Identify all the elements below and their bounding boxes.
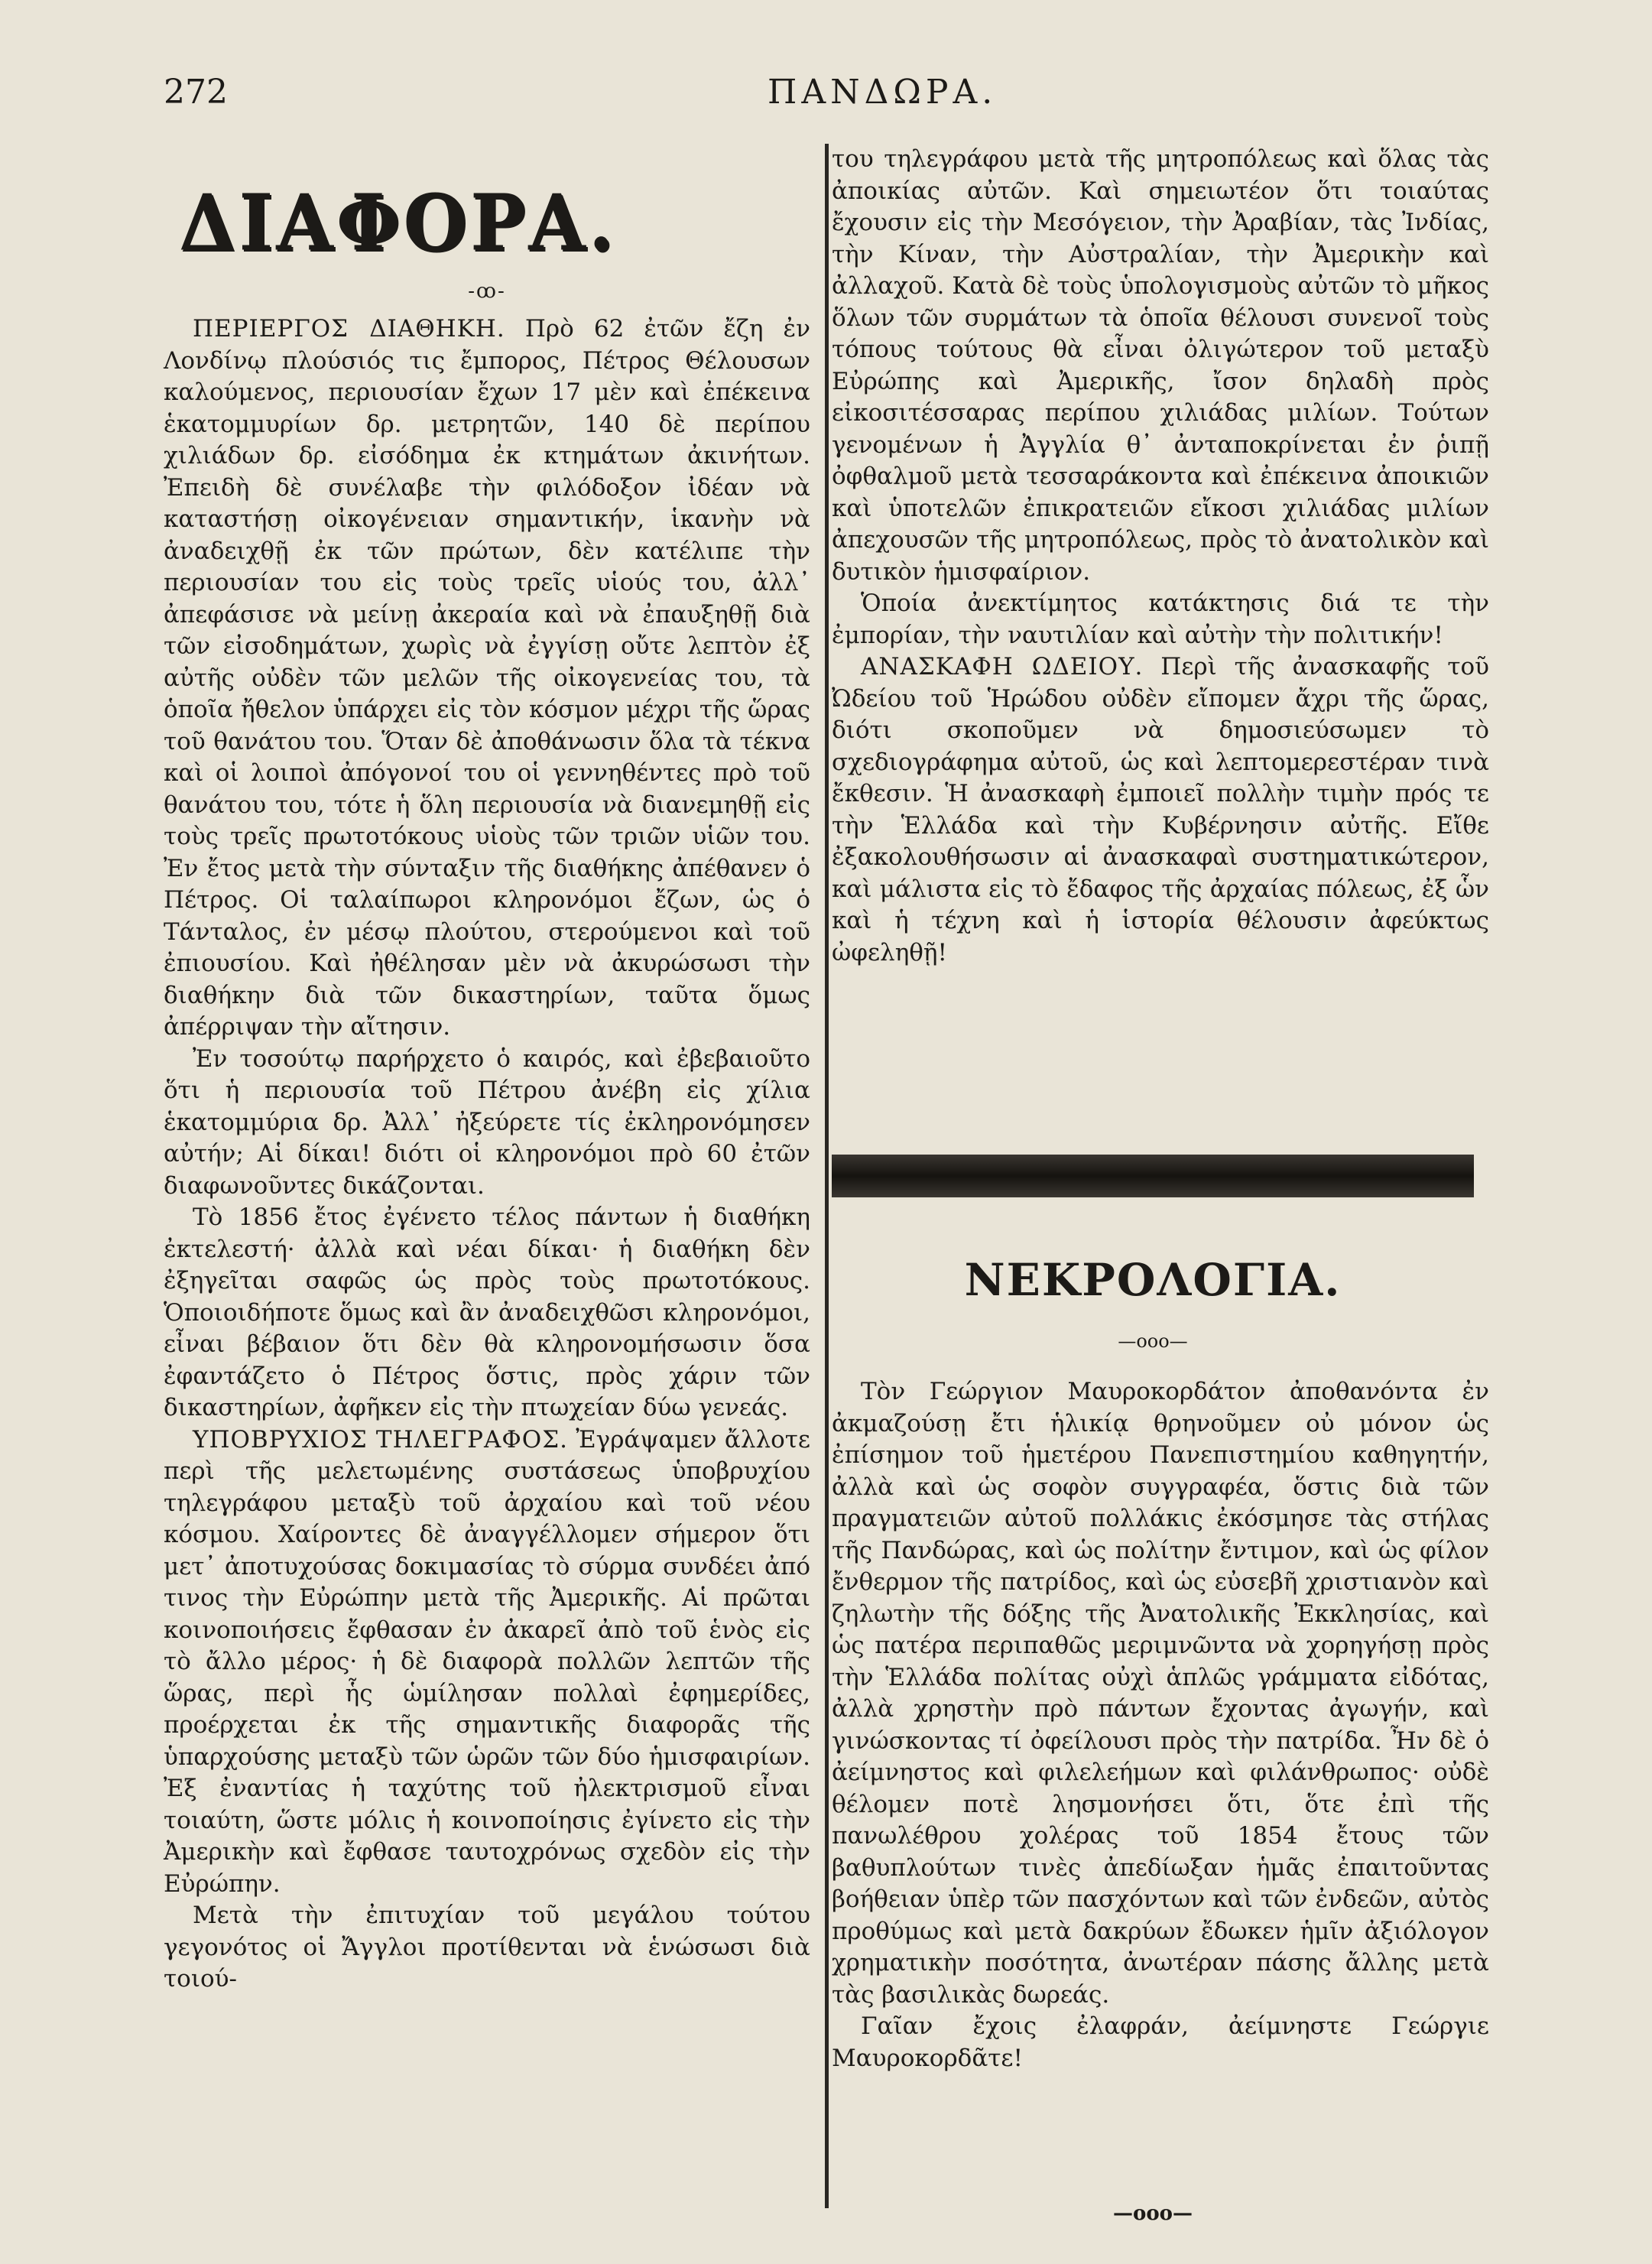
obituary-p2: Γαῖαν ἔχοις ἐλαφράν, ἀείμνηστε Γεώργιε Μαυροκορδᾶτε! (832, 2012, 1489, 2072)
separator-bar (832, 1155, 1474, 1197)
article-body: Πρὸ 62 ἐτῶν ἔζη ἐν Λονδίνῳ πλούσιός τις ἔμπορος, Πέτρος Θέλουσων καλούμενος, περιουσίαν ἔχων 17 μὲν καὶ ἐπέκεινα ἑκατομμυρίων δρ. μετρητῶν, 140 δὲ περίπου χιλιάδων δρ. εἰσόδημα ἐκ κτημάτων ἀκινήτων. Ἐπειδὴ δὲ συνέλαβε τὴν φιλόδοξον ἰδέαν νὰ καταστήσῃ οἰκογένειαν σημαντικήν, ἱκανὴν νὰ ἀναδειχθῇ ἐκ τῶν πρώτων, δὲν κατέλιπε τὴν περιουσίαν του εἰς τοὺς τρεῖς υἱούς του, ἀλλ᾽ ἀπεφάσισε νὰ μείνῃ ἀκεραία καὶ νὰ ἐπαυξηθῇ διὰ τῶν εἰσοδημάτων, χωρὶς νὰ ἐγγίσῃ οὔτε λεπτὸν ἐξ αὐτῆς οὐδὲν τῶν μελῶν τῆς οἰκογενείας του, τὰ ὁποῖα ἤθελον ὑπάρχει εἰς τὸν κόσμον μέχρι τῆς ὥρας τοῦ θανάτου του. Ὅταν δὲ ἀποθάνωσιν ὅλα τὰ τέκνα καὶ οἱ λοιποὶ ἀπόγονοί του οἱ γεννηθέντες πρὸ τοῦ θανάτου του, τότε ἡ ὅλη περιουσία νὰ διανεμηθῇ εἰς τοὺς τρεῖς πρωτοτόκους υἱοὺς τῶν τριῶν υἱῶν του. Ἐν ἔτος μετὰ τὴν σύνταξιν τῆς διαθήκης ἀπέθανεν ὁ Πέτρος. Οἱ ταλαίπωροι κληρονόμοι ἔζων, ὡς ὁ Τάνταλος, ἐν μέσῳ πλούτου, στερούμενοι καὶ τοῦ ἐπιουσίου. Καὶ ἠθέλησαν μὲν νὰ ἀκυρώσωσι τὴν διαθήκην διὰ τῶν δικαστηρίων, ταῦτα ὅμως ἀπέρριψαν τὴν αἴτησιν. (164, 315, 811, 1041)
obituary-column (832, 1376, 1489, 2074)
article-odeon-p1 (832, 651, 1489, 969)
article-curious-will-p1 (164, 313, 810, 1044)
article-curious-will-p3: Τὸ 1856 ἔτος ἐγένετο τέλος πάντων ἡ διαθήκη ἐκτελεστή· ἀλλὰ καὶ νέαι δίκαι· ἡ διαθήκη δὲν ἐξηγεῖται σαφῶς ὡς πρὸς τοὺς πρωτοτόκους. Ὁποιοιδήποτε ὅμως καὶ ἂν ἀναδειχθῶσι κληρονόμοι, εἶναι βέβαιον ὅτι δὲν θὰ κληρονομήσωσιν ὅσα ἐφαντάζετο ὁ Πέτρος ὅστις, πρὸς χάριν τῶν δικαστηρίων, ἀφῆκεν εἰς τὴν πτωχείαν δύω γενεάς. (164, 1203, 810, 1421)
page-number: 272 (164, 73, 228, 112)
obituary-title: ΝΕΚΡΟΛΟΓΙΑ. (964, 1254, 1342, 1306)
page-header (164, 73, 1593, 126)
end-ornament: —ooo— (1112, 2202, 1193, 2225)
left-column (164, 177, 811, 1996)
article-heading: ΠΕΡΙΕΡΓΟΣ ΔΙΑΘΗΚΗ. (193, 315, 505, 343)
obituary-ornament: —ooo— (1118, 1330, 1188, 1352)
obituary-p1: Τὸν Γεώργιον Μαυροκορδάτον ἀποθανόντα ἐν ἀκμαζούσῃ ἔτι ἡλικίᾳ θρηνοῦμεν οὐ μόνον ὡς ἐπίσημον τοῦ ἡμετέρου Πανεπιστημίου καθηγητήν, ἀλλὰ καὶ ὡς σοφὸν συγγραφέα, ὅστις διὰ τῶν πραγματειῶν αὐτοῦ πολλάκις ἐκόσμησε τὰς στήλας τῆς Πανδώρας, καὶ ὡς πολίτην ἔντιμον, καὶ ὡς φίλον ἔνθερμον τῆς πατρίδος, καὶ ὡς εὐσεβῆ χριστιανὸν καὶ ζηλωτὴν τῆς δόξης τῆς Ἀνατολικῆς Ἐκκλησίας, καὶ ὡς πατέρα περιπαθῶς μεριμνῶντα νὰ χορηγήσῃ πρὸς τὴν Ἑλλάδα πολίτας οὐχὶ ἁπλῶς γράμματα εἰδότας, ἀλλὰ χρηστὴν πρὸ πάντων ἔχοντας ἀγωγήν, καὶ γινώσκοντας τί ὀφείλουσι πρὸς τὴν πατρίδα. Ἦν δὲ ὁ ἀείμνηστος καὶ φιλελεήμων καὶ φιλάνθρωπος· οὐδὲ θέλομεν ποτὲ λησμονήσει ὅτι, ὅτε ἐπὶ τῆς πανωλέθρου χολέρας τοῦ 1854 ἔτους τῶν βαθυπλούτων τινὲς ἀπεδίωξαν ἡμᾶς ἐπαιτοῦντας βοήθειαν ὑπὲρ τῶν πασχόντων καὶ τῶν ἐνδεῶν, αὐτὸς προθύμως καὶ μετὰ δακρύων ἔδωκεν ἡμῖν ἀξιόλογον χρηματικὴν ποσότητα, ἀνωτέραν πάσης ἄλλης μετὰ τὰς βασιλικὰς δωρεάς. (832, 1378, 1489, 2009)
article-curious-will-p2: Ἐν τοσούτῳ παρήρχετο ὁ καιρός, καὶ ἐβεβαιοῦτο ὅτι ἡ περιουσία τοῦ Πέτρου ἀνέβη εἰς χίλια ἑκατομμύρια δρ. Ἀλλ᾽ ἠξεύρετε τίς ἐκληρονόμησεν αὐτήν; Αἱ δίκαι! διότι οἱ κληρονόμοι πρὸ 60 ἐτῶν διαφωνοῦντες δικάζονται. (164, 1044, 810, 1200)
column-divider (825, 144, 829, 2208)
article-telegraph-p2: Μετὰ τὴν ἐπιτυχίαν τοῦ μεγάλου τούτου γεγονότος οἱ Ἄγγλοι προτίθενται νὰ ἑνώσωσι διὰ τοιού- (164, 1902, 810, 1993)
right-column (832, 144, 1489, 969)
article-body: Περὶ τῆς ἀνασκαφῆς τοῦ Ὠδείου τοῦ Ἡρώδου οὐδὲν εἴπομεν ἄχρι τῆς ὥρας, διότι σκοποῦμεν νὰ δημοσιεύσωμεν τὸ σχεδιογράφημα αὐτοῦ, ὡς καὶ λεπτομερεστέραν τινὰ ἔκθεσιν. Ἡ ἀνασκαφὴ ἐμποιεῖ πολλὴν τιμὴν πρός τε τὴν Ἑλλάδα καὶ τὴν Κυβέρνησιν αὐτῆς. Εἴθε ἐξακολουθήσωσιν αἱ ἀνασκαφαὶ συστηματικώτερον, καὶ μάλιστα εἰς τὸ ἔδαφος τῆς ἀρχαίας πόλεως, ἐξ ὧν καὶ ἡ τέχνη καὶ ἡ ἱστορία θέλουσιν ἀφεύκτως ὠφεληθῇ! (832, 653, 1489, 966)
article-telegraph-p3: του τηλεγράφου μετὰ τῆς μητροπόλεως καὶ ὅλας τὰς ἀποικίας αὐτῶν. Καὶ σημειωτέον ὅτι τοιαύτας ἔχουσιν εἰς τὴν Μεσόγειον, τὴν Ἀραβίαν, τὰς Ἰνδίας, τὴν Κίναν, τὴν Αὐστραλίαν, τὴν Ἀμερικὴν καὶ ἀλλαχοῦ. Κατὰ δὲ τοὺς ὑπολογισμοὺς αὐτῶν τὸ μῆκος ὅλων τῶν συρμάτων τὰ ὁποῖα θέλουσι συνενοῖ τοὺς τόπους τούτους θὰ εἶναι ὀλιγώτερον τοῦ μεταξὺ Εὐρώπης καὶ Ἀμερικῆς, ἴσον δηλαδὴ πρὸς εἰκοσιτέσσαρας περίπου χιλιάδας μιλίων. Τούτων γενομένων ἡ Ἀγγλία θ᾽ ἀνταποκρίνεται ἐν ῥιπῇ ὀφθαλμοῦ μετὰ τεσσαράκοντα καὶ ἐπέκεινα ἀποικιῶν καὶ ὑποτελῶν ἐπικρατειῶν εἴκοσι χιλιάδας μιλίων ἀπεχουσῶν τῆς μητροπόλεως, πρὸς τὸ ἀνατολικὸν καὶ δυτικὸν ἡμισφαίριον. (832, 145, 1489, 586)
article-heading: ΥΠΟΒΡΥΧΙΟΣ ΤΗΛΕΓΡΑΦΟΣ. (193, 1425, 568, 1454)
section-title: ΔΙΑΦΟΡΑ. (179, 177, 618, 268)
article-body: Ἐγράψαμεν ἄλλοτε περὶ τῆς μελετωμένης συστάσεως ὑποβρυχίου τηλεγράφου μεταξὺ τοῦ ἀρχαίου καὶ τοῦ νέου κόσμου. Χαίροντες δὲ ἀναγγέλλομεν σήμερον ὅτι μετ᾽ ἀποτυχούσας δοκιμασίας τὸ σύρμα συνδέει ἀπό τινος τὴν Εὐρώπην μετὰ τῆς Ἀμερικῆς. Αἱ πρῶται κοινοποιήσεις ἔφθασαν ἐν ἀκαρεῖ ἀπὸ τοῦ ἑνὸς εἰς τὸ ἄλλο μέρος· ἡ δὲ διαφορὰ πολλῶν λεπτῶν τῆς ὥρας, περὶ ἧς ὡμίλησαν πολλαὶ ἐφημερίδες, προέρχεται ἐκ τῆς σημαντικῆς διαφορᾶς τῆς ὑπαρχούσης μεταξὺ τῶν ὡρῶν τῶν δύο ἡμισφαιρίων. Ἐξ ἐναντίας ἡ ταχύτης τοῦ ἠλεκτρισμοῦ εἶναι τοιαύτη, ὥστε μόλις ἡ κοινοποίησις ἐγίνετο εἰς τὴν Ἀμερικὴν καὶ ἔφθασε ταυτοχρόνως σχεδὸν εἰς τὴν Εὐρώπην. (164, 1425, 810, 1898)
section-ornament: -ꝏ- (468, 280, 506, 303)
running-title: ΠΑΝΔΩΡΑ. (768, 73, 998, 112)
article-telegraph-p4: Ὁποία ἀνεκτίμητος κατάκτησις διά τε τὴν ἐμπορίαν, τὴν ναυτιλίαν καὶ αὐτὴν τὴν πολιτικήν! (832, 590, 1489, 649)
article-heading: ΑΝΑΣΚΑΦΗ ΩΔΕΙΟΥ. (861, 653, 1144, 680)
article-telegraph-p1 (164, 1424, 810, 1901)
